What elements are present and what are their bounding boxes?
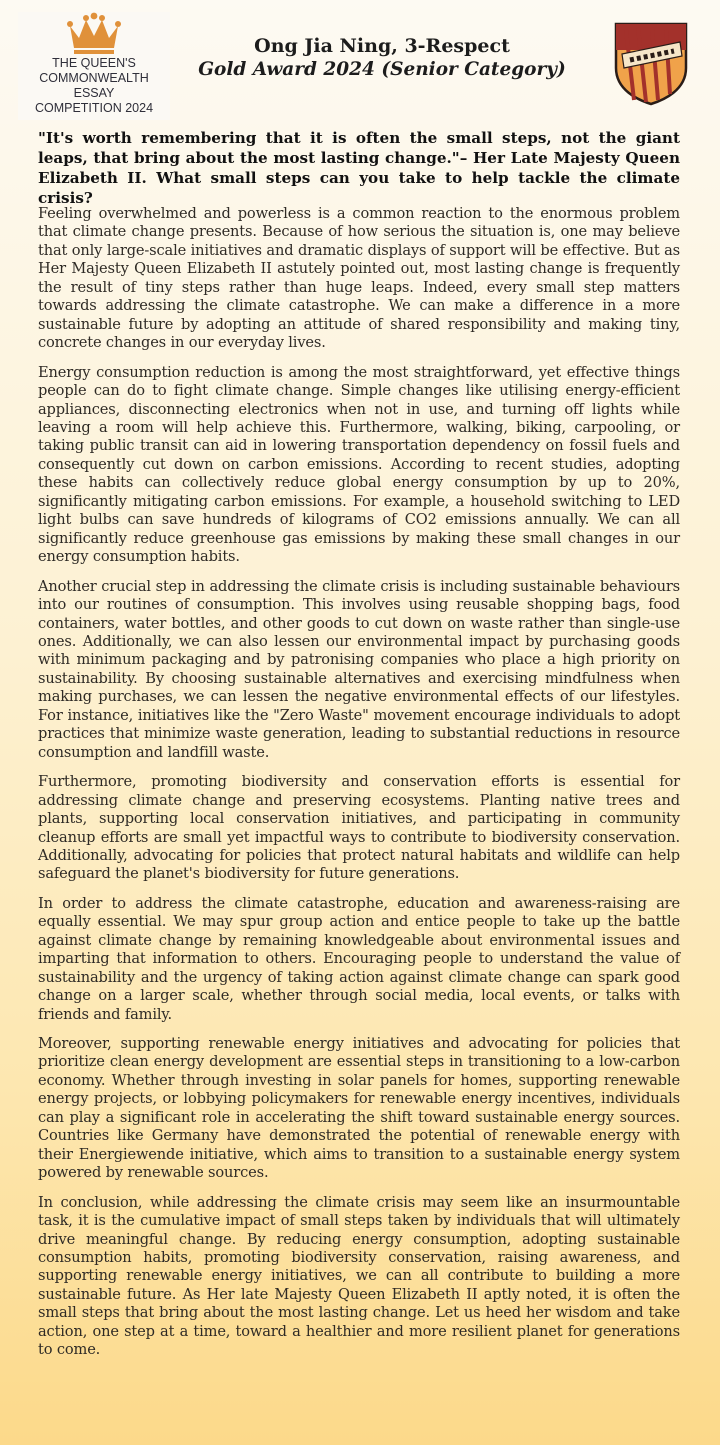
paragraph-renewable: Moreover, supporting renewable energy initiatives and advocating for policies that prioritize clean energy development are essential steps in transitioning to a low-carbon economy. Whether through investing in solar panels for homes, supporting renewable energy projects, or lobbying policymakers for renewable energy incentives, individuals can play a significant role in accelerating the shift toward sustainable energy sources. Countries like Germany have demonstrated the potential of renewable energy with their Energiewende initiative, which aims to transition to a sustainable energy system powered by renewable sources. [38, 1035, 680, 1182]
logo-line-3: COMPETITION 2024 [34, 101, 154, 115]
whitley-school-crest-icon [612, 20, 690, 106]
paragraph-education: In order to address the climate catastrophe, education and awareness-raising are equally essential. We may spur group action and entice people to take up the battle against climate change by remaining knowledgeable about environmental issues and imparting that information to others. Encouraging people to understand the value of sustainability and the urgency of taking action against climate change can spark good change on a larger scale, whether through social media, local events, or talks with friends and family. [38, 894, 680, 1023]
logo-line-1: THE QUEEN'S [52, 56, 136, 70]
paragraph-energy: Energy consumption reduction is among the most straightforward, yet effective things people can do to fight climate change. Simple changes like utilising energy-efficient appliances, disconnecting electronics when not in use, and turning off lights while leaving a room will help achieve this. Furthermore, walking, biking, carpooling, or taking public transit can aid in lowering transportation dependency on fossil fuels and consequently cut down on carbon emissions. According to recent studies, adopting these habits can collectively reduce global energy consumption by up to 20%, significantly mitigating carbon emissions. For example, a household switching to LED light bulbs can save hundreds of kilograms of CO2 emissions annually. We can all significantly reduce greenhouse gas emissions by making these small changes in our energy consumption habits. [38, 363, 680, 566]
logo-line-2: COMMONWEALTH ESSAY [39, 71, 149, 100]
author-line: Ong Jia Ning, 3-Respect [254, 35, 510, 57]
paragraph-biodiversity: Furthermore, promoting biodiversity and conservation efforts is essential for addressing climate change and preserving ecosystems. Planting native trees and plants, supporting local conservation initiatives, and participating in community cleanup efforts are small yet impactful ways to contribute to biodiversity conservation. Additionally, advocating for policies that protect natural habitats and wildlife can help safeguard the planet's biodiversity for future generations. [38, 773, 680, 883]
award-line: Gold Award 2024 (Senior Category) [198, 59, 566, 80]
paragraph-consumption: Another crucial step in addressing the climate crisis is including sustainable behaviours into our routines of consumption. This involves using reusable shopping bags, food containers, water bottles, and other goods to cut down on waste rather than single-use ones. Additionally, we can also lessen our environmental impact by purchasing goods with minimum packaging and by patronising companies who place a high priority on sustainability. By choosing sustainable alternatives and exercising mindfulness when making purchases, we can lessen the negative environmental effects of our lifestyles. For instance, initiatives like the "Zero Waste" movement encourage individuals to adopt practices that minimize waste generation, leading to substantial reductions in resource consumption and landfill waste. [38, 577, 680, 761]
queens-commonwealth-essay-logo [18, 12, 170, 120]
crown-icon [64, 12, 124, 56]
paragraph-conclusion: In conclusion, while addressing the climate crisis may seem like an insurmountable task, it is the cumulative impact of small steps taken by individuals that will ultimately drive meaningful change. By reducing energy consumption, adopting sustainable consumption habits, promoting biodiversity conservation, raising awareness, and supporting renewable energy initiatives, we can all contribute to building a more sustainable future. As Her late Majesty Queen Elizabeth II aptly noted, it is often the small steps that bring about the most lasting change. Let us heed her wisdom and take action, one step at a time, toward a healthier and more resilient planet for generations to come. [38, 1193, 680, 1359]
essay-body [38, 205, 680, 1371]
essay-prompt: "It's worth remembering that it is often the small steps, not the giant leaps, that bring about the most lasting change."– Her Late Majesty Queen Elizabeth II. What small steps can you take to help tackle the climate crisis? [38, 129, 680, 207]
paragraph-intro: Feeling overwhelmed and powerless is a common reaction to the enormous problem that climate change presents. Because of how serious the situation is, one may believe that only large-scale initiatives and dramatic displays of support will be effective. But as Her Majesty Queen Elizabeth II astutely pointed out, most lasting change is frequently the result of tiny steps rather than huge leaps. Indeed, every small step matters towards addressing the climate catastrophe. We can make a difference in a more sustainable future by adopting an attitude of shared responsibility and making tiny, concrete changes in our everyday lives. [38, 205, 680, 352]
essay-header [182, 34, 582, 82]
